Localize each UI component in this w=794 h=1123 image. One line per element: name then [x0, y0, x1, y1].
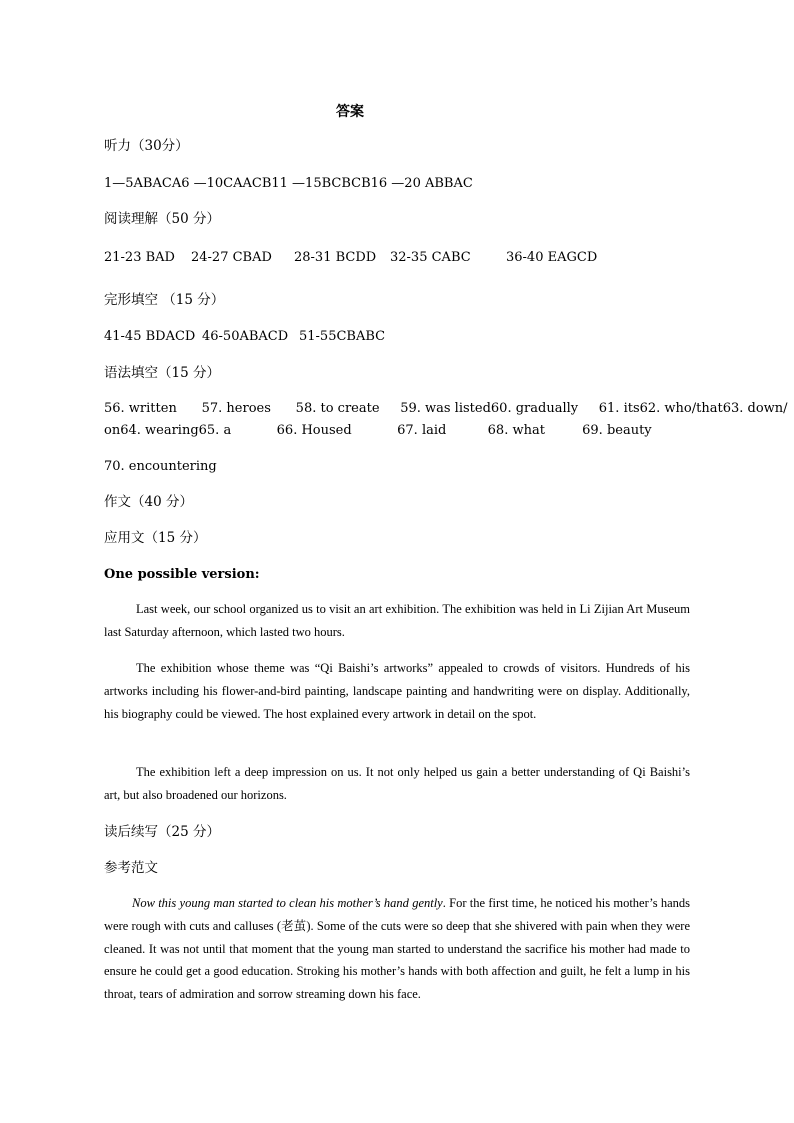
- grammar-answers-line1: 56. written 57. heroes 58. to create 59. was listed60. gradually 61. its62. who/that63. down/: [104, 401, 788, 416]
- reading-heading: 阅读理解（50 分）: [104, 211, 220, 227]
- page-title: 答案: [336, 104, 364, 120]
- practical-writing-heading: 应用文（15 分）: [104, 530, 207, 546]
- reading-group: 24-27 CBAD: [191, 250, 272, 265]
- continuation-body: . For the first time, he noticed his mother’s hands were rough with cuts and calluses (老茧). Some of the cuts were so deep that she shivered with pain when they were cleaned. It was not until that moment that the young man started to understand the sacrifice his mother had made to ensure he could get a good education. Stroking his mother’s hands with both affection and guilt, he felt a lump in his throat, tears of admiration and sorrow streaming down his face.: [104, 896, 691, 1002]
- sample-label: 参考范文: [104, 860, 158, 876]
- reading-group: 21-23 BAD: [104, 250, 175, 265]
- continuation-paragraph: [104, 892, 690, 1006]
- grammar-heading: 语法填空（15 分）: [104, 365, 220, 381]
- listening-answers: 1—5ABACA6 —10CAACB11 —15BCBCB16 —20 ABBAC: [104, 176, 473, 191]
- cloze-heading: 完形填空 （15 分）: [104, 292, 225, 308]
- essay-paragraph: Last week, our school organized us to visit an art exhibition. The exhibition was held in Li Zijian Art Museum last Saturday afternoon, which lasted two hours.: [104, 602, 690, 639]
- grammar-answers-line2: on64. wearing65. a 66. Housed 67. laid 68. what 69. beauty: [104, 423, 652, 438]
- reading-group: 32-35 CABC: [390, 250, 471, 265]
- continuation-heading: 读后续写（25 分）: [104, 824, 220, 840]
- cloze-group: 41-45 BDACD: [104, 329, 196, 344]
- cloze-answers: [104, 329, 690, 345]
- reading-answers: [104, 250, 690, 266]
- cloze-group: 46-50ABACD: [202, 329, 289, 344]
- essay-paragraph: The exhibition left a deep impression on us. It not only helped us gain a better understanding of Qi Baishi’s art, but also broadened our horizons.: [104, 765, 690, 802]
- listening-heading: 听力（30分）: [104, 138, 189, 154]
- grammar-answers-line3: 70. encountering: [104, 459, 217, 474]
- reading-group: 36-40 EAGCD: [506, 250, 598, 265]
- continuation-opening: Now this young man started to clean his mother’s hand gently: [132, 896, 443, 910]
- cloze-group: 51-55CBABC: [299, 329, 386, 344]
- reading-group: 28-31 BCDD: [294, 250, 377, 265]
- version-label: One possible version:: [104, 567, 260, 582]
- writing-heading: 作文（40 分）: [104, 494, 193, 510]
- essay-paragraph: The exhibition whose theme was “Qi Baishi’s artworks” appealed to crowds of visitors. Hundreds of his artworks including his flower-and-bird painting, landscape painting and handwriting were on display. Additionally, his biography could be viewed. The host explained every artwork in detail on the spot.: [104, 661, 690, 721]
